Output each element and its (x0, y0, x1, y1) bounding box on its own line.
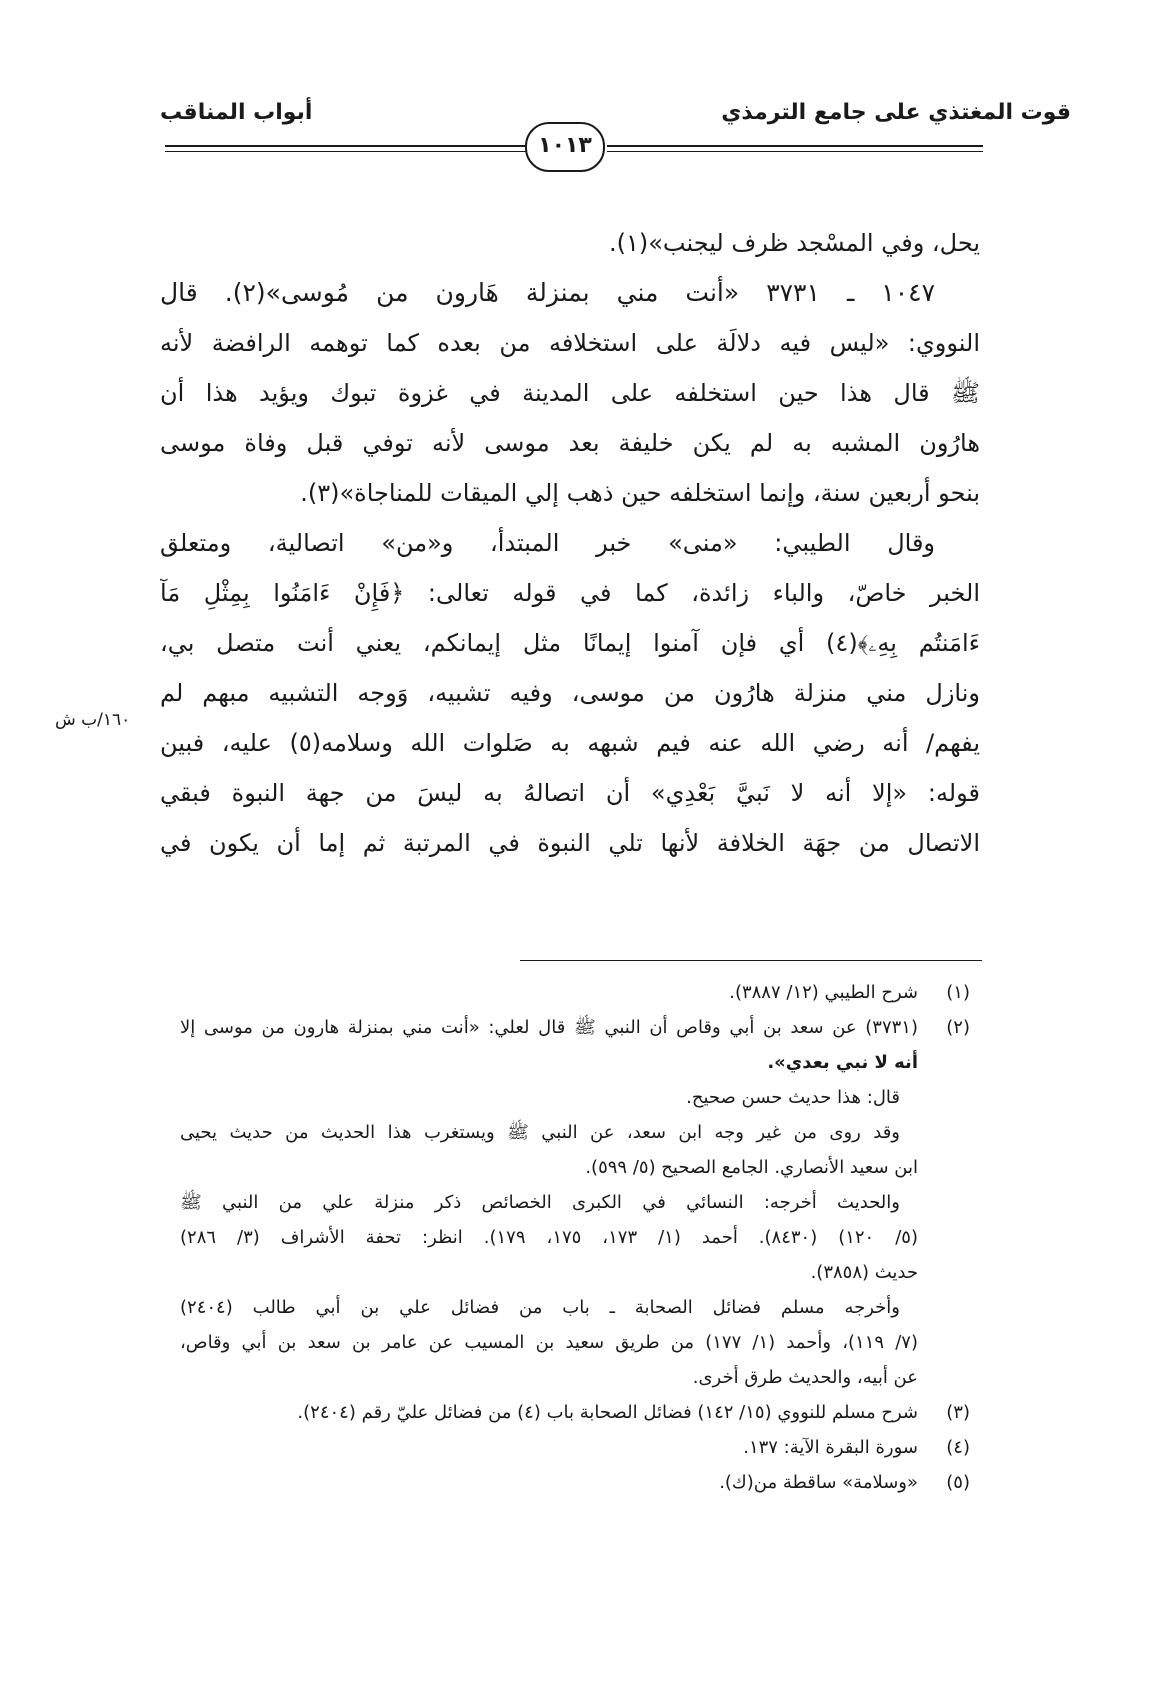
footnote (180, 1465, 970, 1500)
footnote (180, 975, 970, 1010)
page-number: ١٠١٣ (525, 122, 605, 172)
text-line: وقال الطيبي: «منى» خبر المبتدأ، و«من» اتصالية، ومتعلق (160, 529, 935, 557)
text-line: هارُون المشبه به لم يكن خليفة بعد موسى لأنه توفي قبل وفاة موسى (160, 429, 980, 457)
footnote-number: (٣) (946, 1402, 970, 1423)
footnote-line: أنه لا نبي بعدي». (767, 1052, 918, 1073)
footnote-number: (١) (946, 982, 970, 1003)
footnotes (180, 975, 970, 1500)
text-line: ءَامَنتُم بِهِۦ﴾(٤) أي فإن آمنوا إيمانًا مثل إيمانكم، يعني أنت متصل بي، (160, 629, 980, 657)
header-rule-left (165, 145, 527, 154)
footnote-number: (٢) (946, 1017, 970, 1038)
footnote (180, 1430, 970, 1465)
footnote-divider (520, 960, 982, 961)
text-line: يحل، وفي المسْجد ظرف ليجنب»(١). (608, 229, 980, 257)
footnote-number: (٤) (946, 1437, 970, 1458)
footnote-line: وأخرجه مسلم فضائل الصحابة ـ باب من فضائل علي بن أبي طالب (٢٤٠٤) (180, 1297, 900, 1318)
footnote-line: حديث (٣٨٥٨). (810, 1262, 918, 1283)
hadith-heading-line: ١٠٤٧ ـ ٣٧٣١ «أنت مني بمنزلة هَارون من مُوسى»(٢). قال (160, 278, 936, 307)
footnote-line: وقد روى من غير وجه ابن سعد، عن النبي ﷺ ويستغرب هذا الحديث من حديث يحيى (180, 1122, 900, 1143)
footnote-line: (٧/ ١١٩)، وأحمد (١/ ١٧٧) من طريق سعيد بن المسيب عن عامر بن سعد بن أبي وقاص، (180, 1332, 918, 1353)
header-rule-right (607, 145, 983, 154)
text-line: الاتصال من جهَة الخلافة لأنها تلي النبوة في المرتبة ثم إما أن يكون في (160, 829, 980, 857)
text-line: النووي: «ليس فيه دلالَة على استخلافه من بعده كما توهمه الرافضة لأنه (160, 329, 980, 357)
footnote (180, 1010, 970, 1395)
book-title: قوت المغتذي على جامع الترمذي (721, 100, 1071, 125)
text-line: قوله: «إلا أنه لا نَبيَّ بَعْدِي» أن اتصالهُ به ليسَ من جهة النبوة فبقي (160, 779, 980, 807)
footnote-line: سورة البقرة الآية: ١٣٧. (743, 1437, 918, 1458)
text-line: ﷺ قال هذا حين استخلفه على المدينة في غزوة تبوك ويؤيد هذا أن (160, 379, 980, 407)
footnote-line: والحديث أخرجه: النسائي في الكبرى الخصائص ذكر منزلة علي من النبي ﷺ (180, 1192, 900, 1213)
section-title: أبواب المناقب (160, 100, 313, 125)
text-line: بنحو أربعين سنة، وإنما استخلفه حين ذهب إلي الميقات للمناجاة»(٣). (300, 479, 980, 507)
footnote-line: ابن سعيد الأنصاري. الجامع الصحيح (٥/ ٥٩٩). (585, 1157, 918, 1178)
text-line: يفهم/ أنه رضي الله عنه فيم شبهه به صَلوات الله وسلامه(٥) عليه، فبين (160, 729, 980, 757)
footnote-number: (٥) (946, 1472, 970, 1493)
text-line: ونازل مني منزلة هارُون من موسى، وفيه تشبيه، وَوجه التشبيه مبهم لم (160, 679, 980, 707)
footnote-line: قال: هذا حديث حسن صحيح. (686, 1087, 900, 1108)
footnote-line: (٥/ ١٢٠) (٨٤٣٠). أحمد (١/ ١٧٣، ١٧٥، ١٧٩). انظر: تحفة الأشراف (٣/ ٢٨٦) (180, 1227, 918, 1248)
main-text (160, 218, 980, 868)
footnote-line: «وسلامة» ساقطة من(ك). (719, 1472, 918, 1493)
footnote-line: شرح مسلم للنووي (١٥/ ١٤٢) فضائل الصحابة باب (٤) من فضائل عليّ رقم (٢٤٠٤). (297, 1402, 918, 1423)
footnote (180, 1395, 970, 1430)
margin-note: ١٦٠/ب ش (55, 710, 131, 730)
footnote-line: عن أبيه، والحديث طرق أخرى. (692, 1367, 918, 1388)
text-line: الخبر خاصّ، والباء زائدة، كما في قوله تعالى: ﴿فَإِنْ ءَامَنُوا بِمِثْلِ مَآ (160, 579, 980, 607)
footnote-line: (٣٧٣١) عن سعد بن أبي وقاص أن النبي ﷺ قال لعلي: «أنت مني بمنزلة هارون من موسى إلا (180, 1017, 918, 1038)
footnote-line: شرح الطيبي (١٢/ ٣٨٨٧). (729, 982, 918, 1003)
